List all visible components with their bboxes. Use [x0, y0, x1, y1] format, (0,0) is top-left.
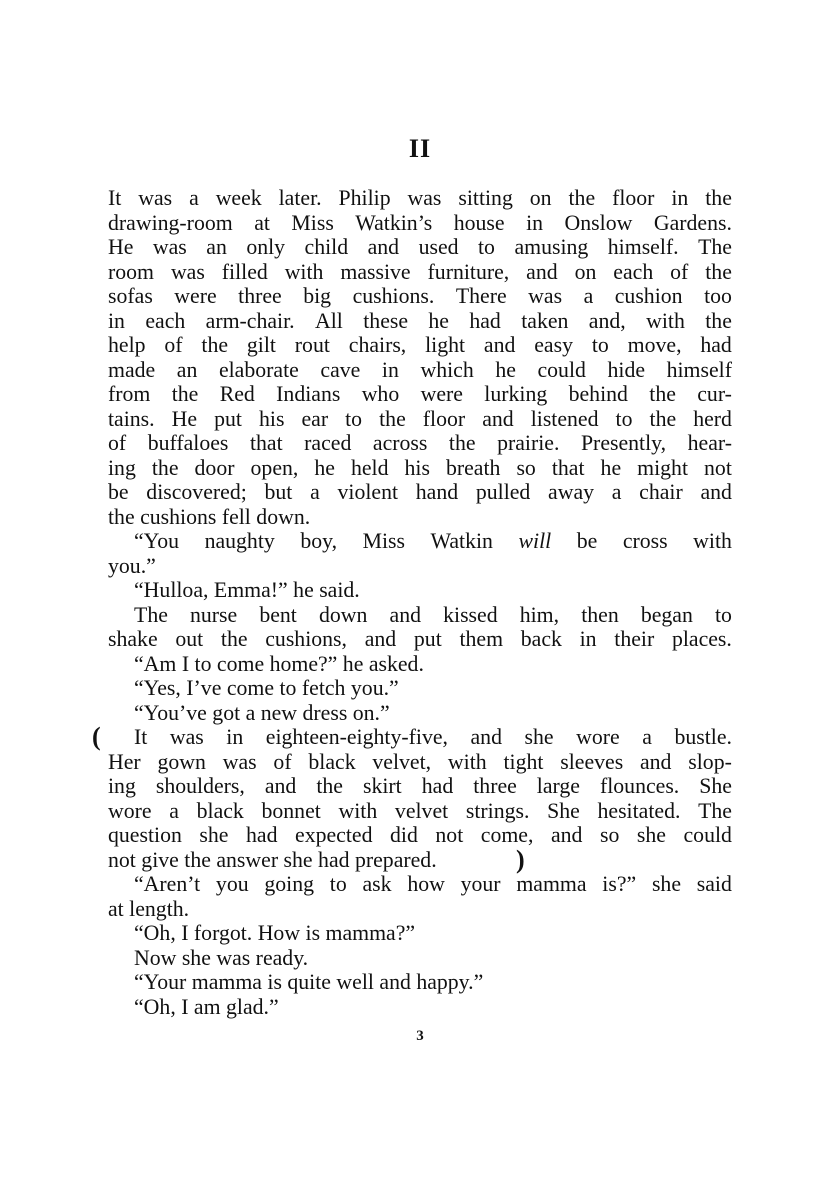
text-line: Now she was ready. [134, 945, 309, 970]
text-line: “Hulloa, Emma!” he said. [134, 578, 360, 602]
text-line: you.” [108, 553, 156, 578]
text-line: of buffaloes that raced across the prairie. Presently, hear- [108, 431, 732, 455]
open-bracket-mark: ( [92, 722, 101, 751]
text-line: room was filled with massive furniture, and on each of the [108, 259, 732, 284]
text-line: “Oh, I forgot. How is mamma?” [134, 921, 416, 945]
text-line: “You’ve got a new dress on.” [134, 700, 390, 725]
chapter-heading: II [408, 134, 432, 163]
text-line: at length. [108, 896, 190, 921]
text-line: question she had expected did not come, and so she could [108, 823, 732, 847]
text-line: shake out the cushions, and put them back in their places. [108, 627, 732, 651]
text-line: “Am I to come home?” he asked. [134, 651, 424, 676]
text-line: It was a week later. Philip was sitting on the floor in the [108, 186, 732, 210]
text-line: be discovered; but a violent hand pulled away a chair and [108, 480, 732, 504]
text-line: “You naughty boy, Miss Watkin will be cross with [134, 529, 732, 553]
page-number: 3 [416, 1028, 424, 1044]
text-line: “Aren’t you going to ask how your mamma is?” she said [134, 872, 732, 896]
text-line: not give the answer she had prepared. [108, 847, 437, 872]
text-line: Her gown was of black velvet, with tight sleeves and slop- [108, 749, 732, 774]
text-line: wore a black bonnet with velvet strings. She hesitated. The [108, 798, 732, 823]
text-line: “Your mamma is quite well and happy.” [134, 970, 484, 994]
body-text [108, 186, 732, 1019]
text-line: help of the gilt rout chairs, light and easy to move, had [108, 333, 732, 357]
text-line: the cushions fell down. [108, 504, 311, 529]
text-line: “Yes, I’ve come to fetch you.” [134, 676, 399, 700]
text-line: sofas were three big cushions. There was a cushion too [108, 284, 732, 308]
text-line: “Oh, I am glad.” [134, 994, 279, 1019]
text-line: from the Red Indians who were lurking behind the cur- [108, 382, 732, 406]
text-line: made an elaborate cave in which he could hide himself [108, 357, 732, 382]
text-line: tains. He put his ear to the floor and listened to the herd [108, 406, 732, 431]
text-line: drawing-room at Miss Watkin’s house in Onslow Gardens. [108, 210, 732, 235]
text-line: ing the door open, he held his breath so that he might not [108, 455, 732, 480]
close-bracket-mark: ) [516, 845, 525, 874]
text-line: He was an only child and used to amusing himself. The [108, 235, 732, 259]
text-line: The nurse bent down and kissed him, then began to [134, 602, 732, 627]
text-line: It was in eighteen-eighty-five, and she wore a bustle. [134, 725, 732, 749]
text-line: in each arm-chair. All these he had taken and, with the [108, 308, 732, 333]
text-line: ing shoulders, and the skirt had three large flounces. She [108, 774, 732, 798]
